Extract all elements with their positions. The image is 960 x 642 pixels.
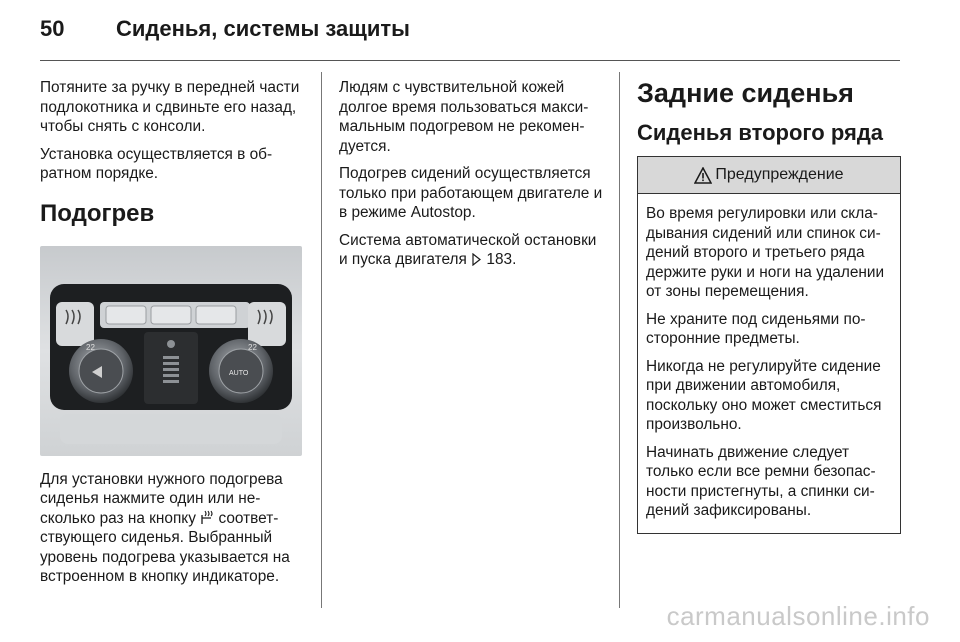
column-middle [339, 78, 605, 278]
seat-heat-icon [200, 510, 214, 525]
heading-rear-seats: Задние сиденья [637, 78, 854, 108]
climate-control-photo [40, 246, 302, 456]
paragraph-engine-condition: Подогрев сидений осуществляется только при работающем двигателе и в режиме Autostop. [339, 165, 603, 221]
column-left [40, 78, 306, 595]
page-header [40, 14, 410, 44]
seat-heat-right-button [248, 302, 286, 346]
warning-header [638, 157, 900, 194]
column-right [637, 78, 901, 534]
paragraph-install: Установка осуществляется в обратном порядке. [40, 145, 273, 182]
subheading-second-row: Сиденья второго ряда [637, 120, 884, 145]
warning-paragraph: Начинать движение следует только если все ремни безопасности пристегнуты, а спинки сидений зафиксированы. [646, 443, 876, 519]
section-title: Сиденья, системы защиты [116, 16, 410, 41]
seat-heat-left-button [56, 302, 94, 346]
warning-paragraph: Во время регулировки или складывания сидений или спинок сидений второго и третьего ряда держите руки и ноги на удалении от зоны перемещения. [646, 205, 885, 300]
paragraph-armrest: Потяните за ручку в передней части подлокотника и сдвиньте его назад, чтобы снять с консоли. [40, 79, 300, 135]
paragraph-heat-instructions: Для установки нужного подогрева сиденья нажмите один или несколько раз на кнопку соответствующего сиденья. Выбранный уровень подогрева указывается на встроенном в кнопку индикаторе. [40, 470, 290, 585]
left-temp-readout: 22 [86, 342, 95, 352]
warning-body [638, 194, 900, 533]
paragraph-stop-start: Система автоматической остановки и пуска двигателя 183. [339, 231, 597, 268]
page-reference-link[interactable]: 183. [486, 251, 517, 268]
warning-title: Предупреждение [715, 166, 844, 184]
warning-paragraph: Не храните под сиденьями посторонние предметы. [646, 310, 866, 347]
paragraph-skin-warning: Людям с чувствительной кожей долгое время пользоваться максимальным подогревом не рекомендуется. [339, 79, 589, 155]
warning-box [637, 156, 901, 534]
warning-triangle-icon [694, 167, 712, 184]
column-divider-1 [321, 72, 322, 608]
heading-heating: Подогрев [40, 199, 155, 227]
header-rule [40, 60, 900, 61]
page-number: 50 [40, 16, 65, 41]
watermark: carmanualsonline.info [666, 601, 930, 631]
auto-label: AUTO [229, 369, 249, 377]
warning-paragraph: Никогда не регулируйте сидение при движении автомобиля, поскольку оно может сместиться произвольно. [646, 357, 882, 433]
column-divider-2 [619, 72, 620, 608]
page-reference-icon [471, 253, 482, 266]
right-temp-readout: 22 [248, 342, 257, 352]
